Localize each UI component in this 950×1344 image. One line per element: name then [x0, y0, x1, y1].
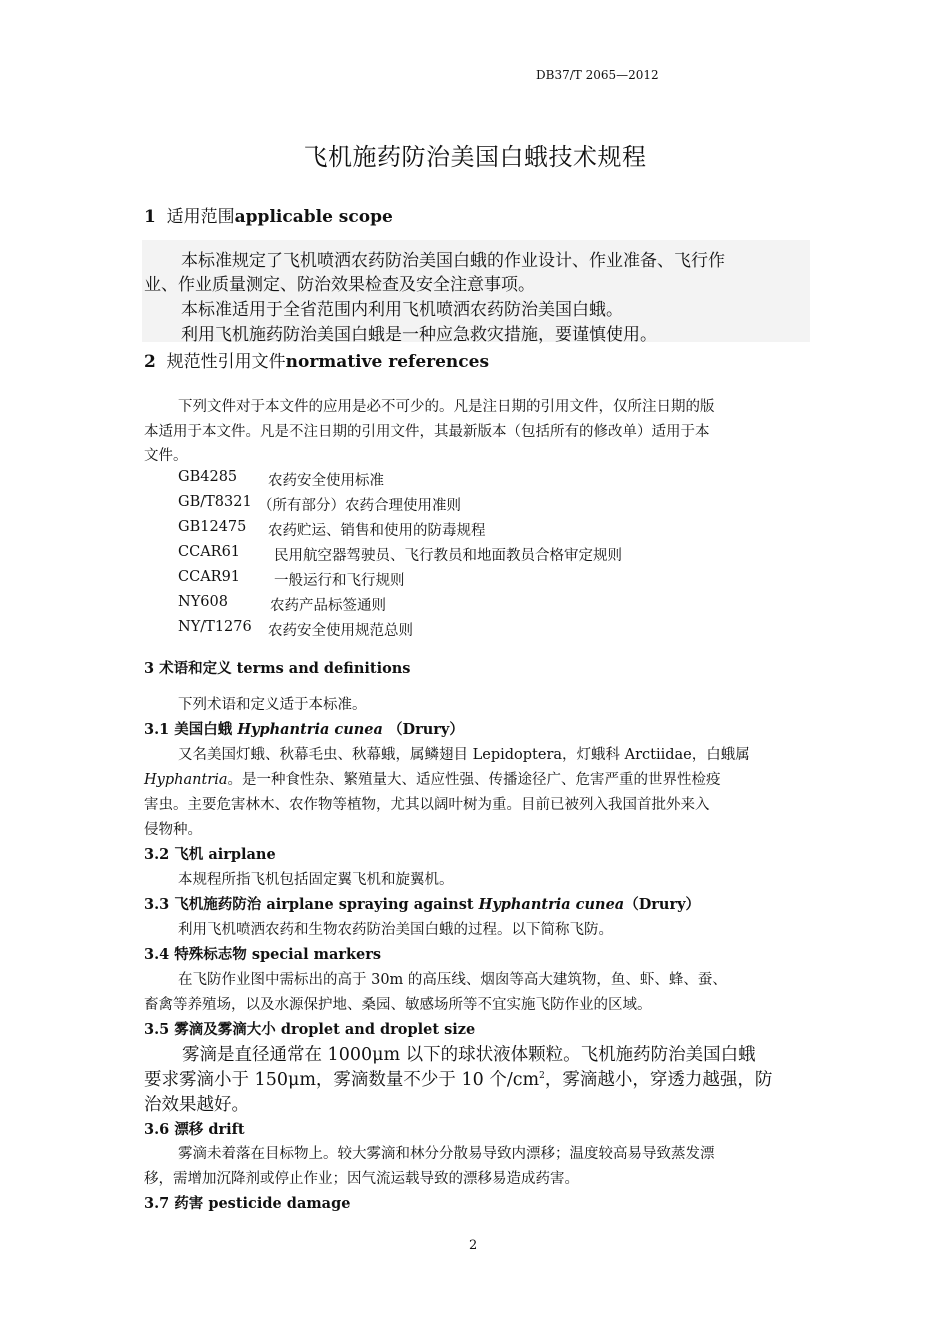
term-3-6-heading: 3.6 漂移 drift [144, 1121, 245, 1138]
reference-code: GB4285 [178, 469, 238, 485]
section-2-heading [144, 347, 489, 372]
reference-name: 一般运行和飞行规则 [274, 573, 405, 589]
section-2-title-cn: 规范性引用文件 [166, 352, 286, 372]
term-3-6-line-2: 移，需增加沉降剂或停止作业；因气流运载导致的漂移易造成药害。 [144, 1171, 579, 1187]
section-1-line-2: 业、作业质量测定、防治效果检查及安全注意事项。 [144, 275, 535, 295]
term-3-1-latin: Hyphantria cunea [237, 721, 383, 738]
term-3-3-text: 利用飞机喷洒农药和生物农药防治美国白蛾的过程。以下简称飞防。 [178, 922, 613, 938]
term-3-5-line-2 [144, 1066, 772, 1091]
reference-name: 民用航空器驾驶员、飞行教员和地面教员合格审定规则 [274, 548, 622, 564]
reference-name: 农药安全使用规范总则 [268, 623, 413, 639]
reference-code: NY608 [178, 594, 228, 610]
section-2-line-2: 本适用于本文件。凡是不注日期的引用文件，其最新版本（包括所有的修改单）适用于本 [144, 424, 710, 440]
reference-code: GB/T8321 [178, 494, 252, 510]
section-1-title-cn: 适用范围 [166, 207, 235, 227]
term-3-1-line-2-rest: 。是一种食性杂、繁殖量大、适应性强、传播途径广、危害严重的世界性检疫 [227, 772, 721, 788]
reference-code: GB12475 [178, 519, 247, 535]
term-3-1-line-3: 害虫。主要危害林木、农作物等植物，尤其以阔叶树为重。目前已被列入我国首批外来入 [144, 797, 710, 813]
term-3-5-superscript: 2 [539, 1071, 545, 1082]
term-3-1-line-1: 又名美国灯蛾、秋幕毛虫、秋幕蛾，属鳞翅目 Lepidoptera，灯蛾科 Arctiidae，白蛾属 [178, 747, 750, 763]
section-1-heading [144, 202, 393, 227]
section-1-number: 1 [144, 207, 156, 227]
section-2-line-3: 文件。 [144, 448, 188, 464]
section-1-line-4: 利用飞机施药防治美国白蛾是一种应急救灾措施，要谨慎使用。 [181, 325, 657, 345]
document-code: DB37/T 2065—2012 [536, 68, 659, 82]
term-3-4-heading: 3.4 特殊标志物 special markers [144, 946, 382, 963]
term-3-3-heading-pre: 3.3 飞机施药防治 airplane spraying against [144, 896, 479, 913]
section-2-number: 2 [144, 352, 156, 372]
term-3-1-suffix: （Drury） [388, 721, 464, 738]
section-1-line-3: 本标准适用于全省范围内利用飞机喷洒农药防治美国白蛾。 [181, 300, 623, 320]
term-3-1-line-2 [144, 768, 720, 789]
term-3-5-line-2-post: ，雾滴越小，穿透力越强，防 [544, 1070, 773, 1090]
term-3-1-line-4: 侵物种。 [144, 822, 202, 838]
term-3-2-heading: 3.2 飞机 airplane [144, 846, 276, 863]
section-2-title-en: normative references [285, 352, 490, 372]
section-2-line-1: 下列文件对于本文件的应用是必不可少的。凡是注日期的引用文件，仅所注日期的版 [178, 399, 715, 415]
term-3-7-heading: 3.7 药害 pesticide damage [144, 1195, 351, 1212]
reference-name: 农药产品标签通则 [270, 598, 386, 614]
reference-name: 农药贮运、销售和使用的防毒规程 [268, 523, 486, 539]
section-3-intro: 下列术语和定义适于本标准。 [178, 697, 367, 713]
reference-name: （所有部分）农药合理使用准则 [258, 498, 461, 514]
term-3-5-heading: 3.5 雾滴及雾滴大小 droplet and droplet size [144, 1021, 476, 1038]
term-3-1-heading [144, 718, 464, 739]
reference-code: CCAR61 [178, 544, 241, 560]
page-title: 飞机施药防治美国白蛾技术规程 [303, 143, 647, 171]
section-1-line-1: 本标准规定了飞机喷洒农药防治美国白蛾的作业设计、作业准备、飞行作 [181, 251, 725, 271]
term-3-4-line-1: 在飞防作业图中需标出的高于 30m 的高压线、烟囱等高大建筑物，鱼、虾、蜂、蚕、 [178, 972, 727, 988]
term-3-4-line-2: 畜禽等养殖场，以及水源保护地、桑园、敏感场所等不宜实施飞防作业的区域。 [144, 997, 652, 1013]
term-3-2-text: 本规程所指飞机包括固定翼飞机和旋翼机。 [178, 872, 454, 888]
term-3-5-line-1: 雾滴是直径通常在 1000μm 以下的球状液体颗粒。飞机施药防治美国白蛾 [182, 1045, 756, 1065]
term-3-1-number: 3.1 [144, 721, 170, 738]
reference-code: CCAR91 [178, 569, 241, 585]
term-3-5-line-3: 治效果越好。 [144, 1095, 249, 1115]
term-3-5-line-2-pre: 要求雾滴小于 150μm，雾滴数量不少于 10 个/cm [144, 1070, 540, 1090]
term-3-3-suffix: （Drury） [624, 896, 701, 913]
section-3-heading: 3 术语和定义 terms and definitions [144, 660, 411, 677]
term-3-3-latin: Hyphantria cunea [478, 896, 625, 913]
section-1-title-en: applicable scope [234, 207, 393, 227]
term-3-1-cn: 美国白蛾 [174, 721, 233, 738]
term-3-6-line-1: 雾滴未着落在目标物上。较大雾滴和林分分散易导致内漂移；温度较高易导致蒸发漂 [178, 1146, 715, 1162]
reference-code: NY/T1276 [178, 619, 252, 635]
term-3-3-heading [144, 893, 700, 914]
term-3-1-genus: Hyphantria [144, 772, 228, 788]
page-number: 2 [469, 1238, 478, 1253]
reference-name: 农药安全使用标准 [268, 473, 384, 489]
